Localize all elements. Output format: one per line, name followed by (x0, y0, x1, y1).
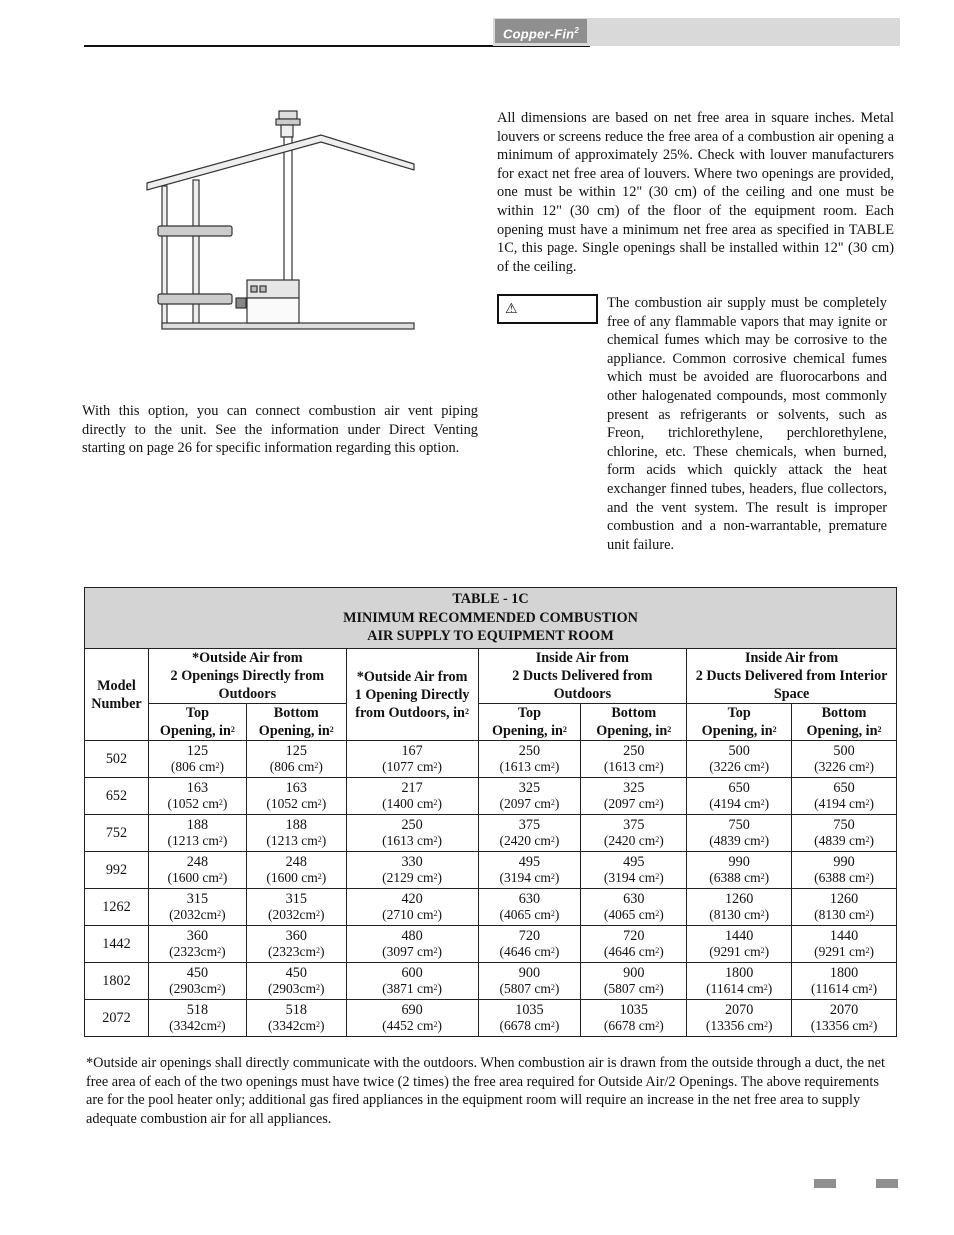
combustion-air-table (84, 587, 897, 1037)
area-cell: 450 $(2903cm^2)$ (246, 963, 346, 1000)
area-cell: 450 $(2903cm^2)$ (148, 963, 246, 1000)
model-number-cell: 992 (85, 852, 149, 889)
area-cell: 1035 (6678 $cm^2$) (478, 1000, 581, 1037)
warning-label-box (497, 294, 598, 324)
area-cell: 248 (1600 $cm^2$) (246, 852, 346, 889)
area-cell: 518 $(3342cm^2)$ (148, 1000, 246, 1037)
area-cell: 720 (4646 $cm^2$) (581, 926, 687, 963)
area-cell: 518 $(3342cm^2)$ (246, 1000, 346, 1037)
area-cell: 325 (2097 $cm^2$) (478, 778, 581, 815)
model-number-cell: 2072 (85, 1000, 149, 1037)
model-number-cell: 1442 (85, 926, 149, 963)
area-cell: 480 (3097 $cm^2$) (346, 926, 478, 963)
sub-header-top: Top Opening, $in^2$ (478, 704, 581, 741)
sub-header-top: Top Opening, $in^2$ (687, 704, 792, 741)
area-cell: 900 (5807 $cm^2$) (478, 963, 581, 1000)
model-number-cell: 652 (85, 778, 149, 815)
area-cell: 650 (4194 $cm^2$) (792, 778, 897, 815)
area-cell: 720 (4646 $cm^2$) (478, 926, 581, 963)
area-cell: 163 (1052 $cm^2$) (246, 778, 346, 815)
sub-header-bottom: Bottom Opening, $in^2$ (581, 704, 687, 741)
area-cell: 1440 (9291 $cm^2$) (792, 926, 897, 963)
area-cell: 500 (3226 $cm^2$) (792, 741, 897, 778)
area-cell: 163 (1052 $cm^2$) (148, 778, 246, 815)
table-row (85, 926, 897, 963)
area-cell: 188 (1213 $cm^2$) (246, 815, 346, 852)
table-row (85, 1000, 897, 1037)
brand-logo: Copper-Fin$^2$ (495, 19, 587, 43)
table-row (85, 815, 897, 852)
area-cell: 1800 (11614 $cm^2$) (792, 963, 897, 1000)
area-cell: 750 (4839 $cm^2$) (792, 815, 897, 852)
area-cell: 167 (1077 $cm^2$) (346, 741, 478, 778)
table-row (85, 741, 897, 778)
area-cell: 2070 (13356 $cm^2$) (792, 1000, 897, 1037)
sub-header-bottom: Bottom Opening, $in^2$ (792, 704, 897, 741)
area-cell: 375 (2420 $cm^2$) (478, 815, 581, 852)
area-cell: 360 $(2323cm^2)$ (246, 926, 346, 963)
area-cell: 1800 (11614 $cm^2$) (687, 963, 792, 1000)
table-row (85, 889, 897, 926)
area-cell: 125 (806 $cm^2$) (148, 741, 246, 778)
area-cell: 1035 (6678 $cm^2$) (581, 1000, 687, 1037)
area-cell: 900 (5807 $cm^2$) (581, 963, 687, 1000)
area-cell: 420 (2710 $cm^2$) (346, 889, 478, 926)
table-row (85, 963, 897, 1000)
area-cell: 750 (4839 $cm^2$) (687, 815, 792, 852)
area-cell: 315 $(2032cm^2)$ (246, 889, 346, 926)
area-cell: 188 (1213 $cm^2$) (148, 815, 246, 852)
model-number-cell: 1802 (85, 963, 149, 1000)
model-number-cell: 1262 (85, 889, 149, 926)
table-row (85, 852, 897, 889)
model-number-cell: 752 (85, 815, 149, 852)
col-group-inside-from-outdoors: Inside Air from 2 Ducts Delivered from Outdoors (478, 649, 687, 704)
area-cell: 360 $(2323cm^2)$ (148, 926, 246, 963)
area-cell: 600 (3871 $cm^2$) (346, 963, 478, 1000)
area-cell: 250 (1613 $cm^2$) (478, 741, 581, 778)
area-cell: 495 (3194 $cm^2$) (581, 852, 687, 889)
area-cell: 125 (806 $cm^2$) (246, 741, 346, 778)
area-cell: 250 (1613 $cm^2$) (346, 815, 478, 852)
area-cell: 650 (4194 $cm^2$) (687, 778, 792, 815)
area-cell: 2070 (13356 $cm^2$) (687, 1000, 792, 1037)
warning-text: The combustion air supply must be completely free of any flammable vapors that may ignite or chemical fumes which may be corrosive to the appliance. Common corrosive chemical fumes which must be avoided are fluorocarbons and other halogenated compounds, most commonly present as refrigerants or solvents, such as Freon, trichlorethylene, perchlorethylene, chlorine, etc. These chemicals, when burned, form acids which quickly attack the heat exchanger finned tubes, headers, flue collectors, and the vent system. The result is improper combustion and a non-warrantable, premature unit failure. (607, 295, 887, 553)
area-cell: 217 (1400 $cm^2$) (346, 778, 478, 815)
area-cell: 330 (2129 $cm^2$) (346, 852, 478, 889)
col-group-outside-2-openings: *Outside Air from 2 Openings Directly from Outdoors (148, 649, 346, 704)
model-number-cell: 502 (85, 741, 149, 778)
table-footnote: *Outside air openings shall directly communicate with the outdoors. When combustion air is drawn from the outside through a duct, the net free area of each of the two openings must have twice (2 times) the free area required for Outside Air/2 Openings. The above requirements are for the pool heater only; additional gas fired appliances in the equipment room will require an increase in the net free area to supply adequate combustion air for all appliances. (86, 1055, 885, 1127)
table-title: TABLE - 1C MINIMUM RECOMMENDED COMBUSTION AIR SUPPLY TO EQUIPMENT ROOM (85, 588, 897, 649)
ducted-air-illustration (140, 108, 420, 338)
area-cell: 315 $(2032cm^2)$ (148, 889, 246, 926)
area-cell: 495 (3194 $cm^2$) (478, 852, 581, 889)
area-cell: 500 (3226 $cm^2$) (687, 741, 792, 778)
area-cell: 1440 (9291 $cm^2$) (687, 926, 792, 963)
col-group-inside-from-interior: Inside Air from 2 Ducts Delivered from Interior Space (687, 649, 897, 704)
sub-header-top: Top Opening, $in^2$ (148, 704, 246, 741)
area-cell: 990 (6388 $cm^2$) (792, 852, 897, 889)
sub-header-bottom: Bottom Opening, $in^2$ (246, 704, 346, 741)
net-free-area-paragraph: All dimensions are based on net free area in square inches. Metal louvers or screens reduce the free area of a combustion air opening a minimum of approximately 25%. Check with louver manufacturers for exact net free area of louvers. Where two openings are provided, one must be within 12" (30 cm) of the ceiling and one must be within 12" (30 cm) of the floor of the equipment room. Each opening must have a minimum net free area as specified in TABLE 1C, this page. Single openings shall be installed within 12" (30 cm) of the ceiling. (497, 110, 894, 275)
col-header-outside-1-opening: *Outside Air from 1 Opening Directly from Outdoors, $in^2$ (346, 649, 478, 741)
area-cell: 248 (1600 $cm^2$) (148, 852, 246, 889)
area-cell: 630 (4065 $cm^2$) (478, 889, 581, 926)
area-cell: 375 (2420 $cm^2$) (581, 815, 687, 852)
area-cell: 325 (2097 $cm^2$) (581, 778, 687, 815)
area-cell: 250 (1613 $cm^2$) (581, 741, 687, 778)
footer-marker-left (814, 1179, 836, 1188)
area-cell: 630 (4065 $cm^2$) (581, 889, 687, 926)
col-header-model: Model Number (85, 649, 149, 741)
area-cell: 1260 (8130 $cm^2$) (792, 889, 897, 926)
footer-marker-right (876, 1179, 898, 1188)
table-row (85, 778, 897, 815)
area-cell: 1260 (8130 $cm^2$) (687, 889, 792, 926)
area-cell: 690 (4452 $cm^2$) (346, 1000, 478, 1037)
warning-triangle-icon: ⚠ (505, 301, 518, 317)
direct-venting-paragraph: With this option, you can connect combustion air vent piping directly to the unit. See the information under Direct Venting starting on page 26 for specific information regarding this option. (82, 403, 478, 457)
area-cell: 990 (6388 $cm^2$) (687, 852, 792, 889)
